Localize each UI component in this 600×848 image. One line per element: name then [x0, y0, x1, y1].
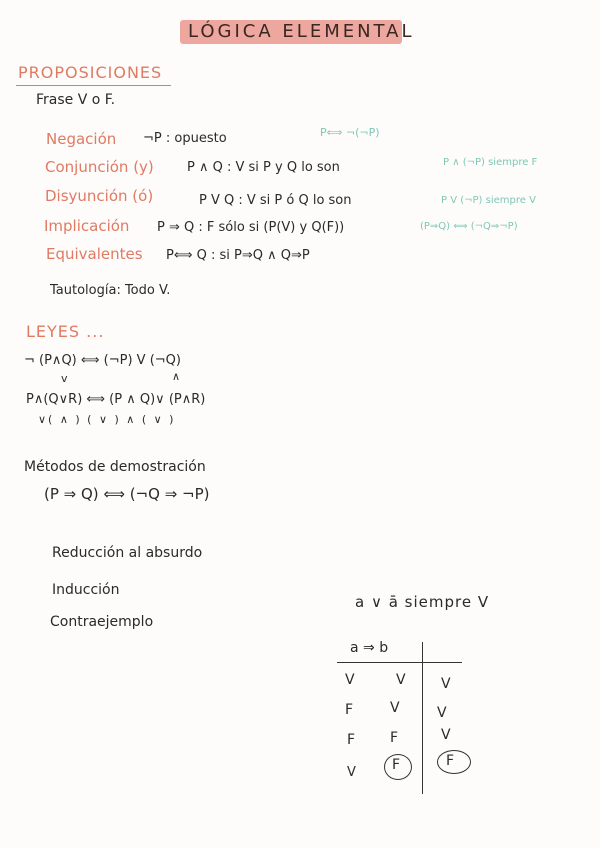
leyes-heading: LEYES ...	[26, 322, 105, 341]
ley-demorgan: ¬ (P∧Q) ⟺ (¬P) V (¬Q)	[24, 353, 181, 368]
def-term-equivalentes: Equivalentes	[46, 245, 143, 263]
def-note-implicacion: (P⇒Q) ⟺ (¬Q⇒¬P)	[420, 221, 518, 232]
table-divider-horizontal	[337, 662, 462, 663]
table-cell: V	[437, 705, 447, 721]
table-cell: V	[390, 700, 400, 716]
def-formula-conjuncion: P ∧ Q : V si P y Q lo son	[187, 160, 340, 175]
metodo-item: Contraejemplo	[50, 614, 154, 630]
def-term-implicacion: Implicación	[44, 217, 130, 235]
heading-underline	[16, 85, 171, 86]
metodos-heading: Métodos de demostración	[24, 459, 206, 475]
def-formula-implicacion: P ⇒ Q : F sólo si (P(V) y Q(F))	[157, 220, 345, 235]
def-note-conjuncion: P ∧ (¬P) siempre F	[443, 157, 538, 168]
ley-distributiva: P∧(Q∨R) ⟺ (P ∧ Q)∨ (P∧R)	[26, 392, 206, 407]
table-cell-circled: F	[446, 753, 455, 769]
page-title: LÓGICA ELEMENTAL	[188, 21, 415, 42]
table-cell: V	[441, 676, 451, 692]
frase-text: Frase V o F.	[36, 92, 116, 108]
table-cell: V	[396, 672, 406, 688]
ley-distributiva-marks: ∨( ∧ ) ( ∨ ) ∧ ( ∨ )	[38, 413, 176, 426]
def-term-disyuncion: Disyunción (ó)	[45, 187, 154, 205]
ley-demorgan-mark-a: v	[61, 372, 68, 385]
def-formula-disyuncion: P V Q : V si P ó Q lo son	[199, 193, 352, 208]
table-divider-vertical	[422, 642, 423, 794]
metodo-item: Inducción	[52, 582, 120, 598]
def-note-disyuncion: P V (¬P) siempre V	[441, 195, 536, 206]
table-header: a ⇒ b	[350, 640, 389, 656]
table-statement: a ∨ ā siempre V	[355, 593, 490, 611]
def-formula-negacion: ¬P : opuesto	[143, 131, 227, 146]
metodo-item: Reducción al absurdo	[52, 545, 203, 561]
proposiciones-heading: PROPOSICIONES	[18, 63, 163, 82]
table-cell: F	[390, 730, 399, 746]
def-term-negacion: Negación	[46, 130, 117, 148]
def-note-negacion: P⟺ ¬(¬P)	[320, 126, 380, 139]
table-cell: F	[347, 732, 356, 748]
ley-demorgan-mark-b: ∧	[172, 370, 181, 383]
table-cell-circled: F	[392, 757, 401, 773]
table-cell: V	[345, 672, 355, 688]
def-formula-equivalentes: P⟺ Q : si P⇒Q ∧ Q⇒P	[166, 248, 310, 263]
tautologia-text: Tautología: Todo V.	[50, 283, 171, 298]
table-cell: V	[441, 727, 451, 743]
table-cell: V	[347, 765, 356, 780]
metodos-formula: (P ⇒ Q) ⟺ (¬Q ⇒ ¬P)	[44, 485, 210, 503]
table-cell: F	[345, 702, 354, 718]
def-term-conjuncion: Conjunción (y)	[45, 158, 154, 176]
